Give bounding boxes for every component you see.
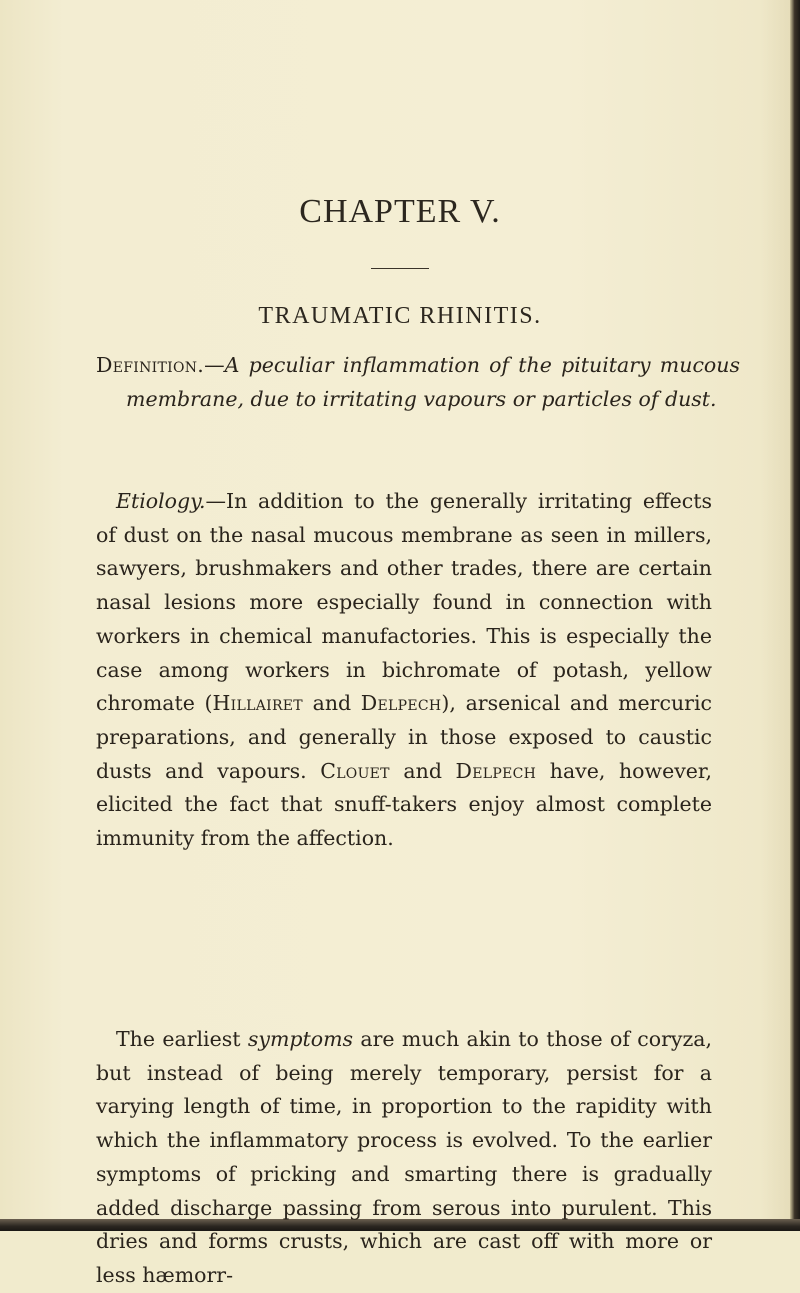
author-name-delpech-2: Delpech	[455, 758, 537, 783]
definition-dash: —	[204, 353, 225, 377]
author-name-clouet: Clouet	[320, 758, 390, 783]
etiology-paragraph	[96, 485, 712, 856]
author-name-hillairet: Hillairet	[212, 691, 303, 716]
etiology-text-5: have, however, elicited the fact that snuff-takers enjoy almost complete immunity from the affection.	[96, 758, 712, 851]
etiology-text-2: and	[302, 691, 361, 716]
symptoms-paragraph	[96, 1023, 712, 1293]
etiology-label: Etiology.	[116, 489, 206, 513]
etiology-text-3: ), arsenical and mercuric preparations, and generally in those exposed to caustic dusts and vapours.	[96, 691, 712, 783]
etiology-text-1: —In addition to the generally irritating effects of dust on the nasal mucous membrane as seen in millers, sawyers, brushmakers and other trades, there are certain nasal lesions more especially found in connection with workers in chemical manufactories. This is especially the case among workers in bichromate of potash, yellow chromate (	[96, 489, 712, 716]
page-edge-right	[790, 0, 800, 1231]
definition-paragraph	[96, 349, 740, 416]
section-title: TRAUMATIC RHINITIS.	[258, 303, 542, 329]
etiology-text-4: and	[389, 758, 456, 783]
symptoms-text-1: The earliest	[116, 1027, 248, 1051]
heading-rule	[371, 268, 429, 269]
definition-text: A peculiar inflammation of the pituitary mucous membrane, due to irritating vapours or particles of dust.	[126, 353, 740, 411]
symptoms-text-2: are much akin to those of coryza, but instead of being merely temporary, persist for a varying length of time, in proportion to the rapidity with which the inflammatory process is evolved. To the earlier symptoms of pricking and smarting there is gradually added discharge passing from serous into purulent. This dries and forms crusts, which are cast off with more or less hæmorr-	[96, 1027, 712, 1287]
definition-label: Definition.	[96, 353, 205, 377]
symptoms-term: symptoms	[247, 1027, 354, 1051]
author-name-delpech: Delpech	[360, 691, 442, 716]
chapter-heading: CHAPTER V.	[299, 193, 501, 230]
